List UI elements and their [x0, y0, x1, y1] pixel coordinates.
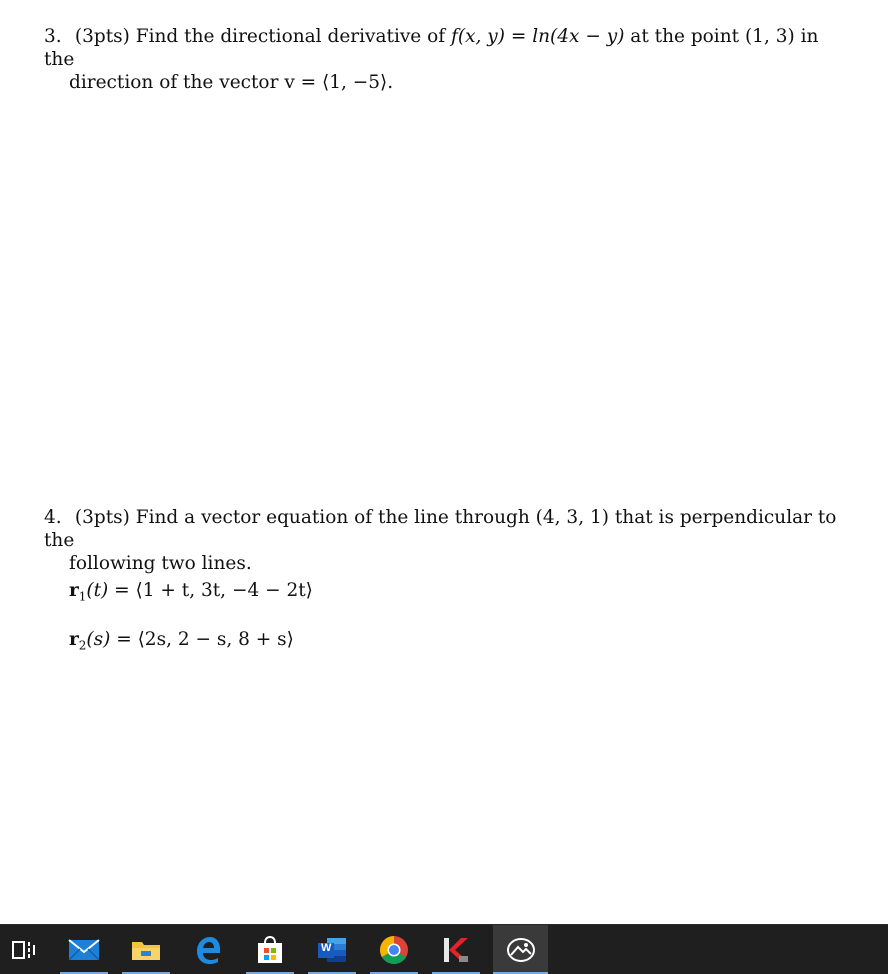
- problem-number: 4.: [44, 507, 62, 528]
- photos-app-button[interactable]: [493, 925, 548, 974]
- edge-browser-button[interactable]: [184, 925, 232, 974]
- problem-text: Find a vector equation of the line through: [135, 507, 530, 528]
- problem-4-line2: [44, 552, 844, 575]
- point-expression: (1, 3): [744, 26, 795, 47]
- vector-expression: v = ⟨1, −5⟩.: [284, 72, 394, 93]
- kaspersky-icon: [441, 936, 471, 964]
- file-explorer-icon: [131, 938, 161, 962]
- file-explorer-button[interactable]: [122, 925, 170, 974]
- problem-text: in the: [44, 26, 819, 70]
- problem-text: Find the directional derivative of: [135, 26, 446, 47]
- microsoft-store-button[interactable]: [246, 925, 294, 974]
- function-expression: f(x, y) = ln(4x − y): [451, 26, 625, 47]
- line-equation-r2: $r_2(s)$ = ⟨2s, 2 − s, 8 + s⟩: [69, 629, 294, 653]
- mail-icon: [68, 938, 100, 962]
- point-expression: (4, 3, 1): [535, 507, 609, 528]
- mail-app-button[interactable]: [60, 925, 108, 974]
- problem-points: (3pts): [74, 507, 130, 528]
- chrome-icon: [379, 935, 409, 965]
- problem-points: (3pts): [74, 26, 130, 47]
- problem-text: that is perpendicular to the: [44, 507, 837, 551]
- problem-4: [44, 506, 844, 575]
- kaspersky-button[interactable]: [432, 925, 480, 974]
- word-app-button[interactable]: [308, 925, 356, 974]
- chrome-browser-button[interactable]: [370, 925, 418, 974]
- task-view-button[interactable]: [0, 925, 48, 974]
- taskbar: [0, 924, 888, 974]
- problem-text: direction of the vector: [69, 72, 279, 93]
- line-equation-r1: $r_1(t)$ = ⟨1 + t, 3t, −4 − 2t⟩: [69, 580, 313, 604]
- problem-number: 3.: [44, 26, 62, 47]
- task-view-icon: [11, 939, 37, 961]
- problem-3: [44, 25, 844, 94]
- problem-text: following two lines.: [69, 553, 252, 574]
- edge-icon: [194, 936, 222, 964]
- microsoft-store-icon: [256, 936, 284, 964]
- problem-4-line1: [44, 506, 844, 552]
- problem-text: at the point: [630, 26, 740, 47]
- problem-3-line1: [44, 25, 844, 71]
- problem-3-line2: [44, 71, 844, 94]
- word-icon-letter: W: [321, 942, 332, 954]
- photos-icon: [506, 937, 536, 963]
